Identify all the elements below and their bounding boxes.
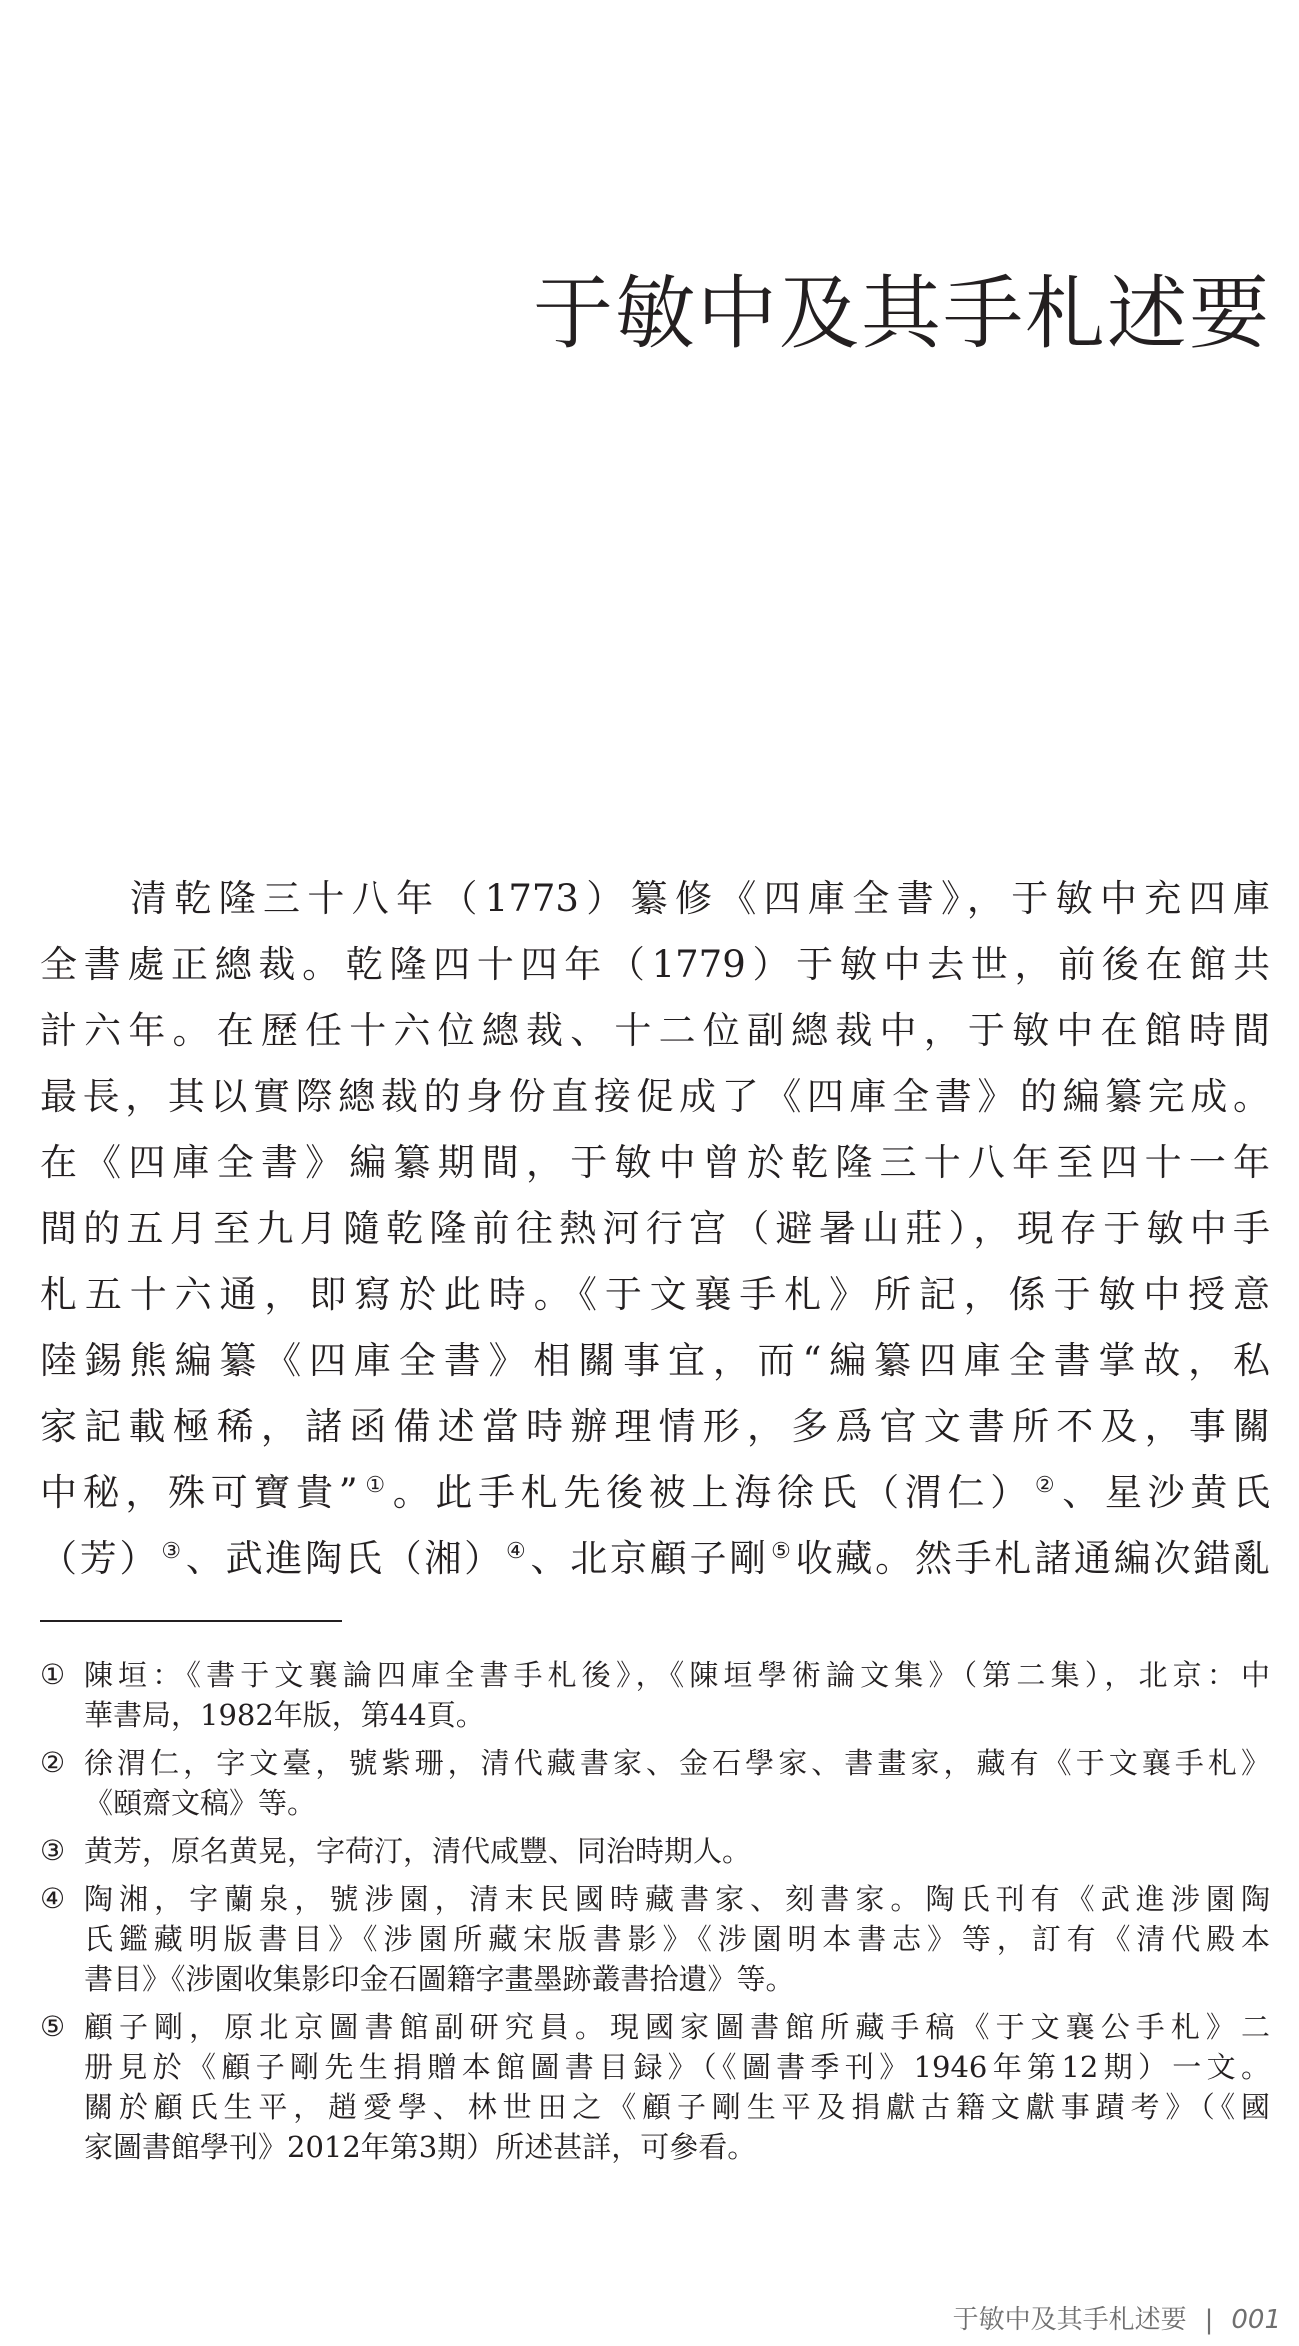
- footnote: [40, 2007, 1270, 2167]
- footnote-line: 氏鑑藏明版書目》《涉園所藏宋版書影》《涉園明本書志》等，訂有《清代殿本: [84, 1922, 1270, 1956]
- footnote-line: 華書局，1982年版，第44頁。: [84, 1698, 485, 1732]
- footnote-line: 黄芳，原名黄晃，字荷汀，清代咸豐、同治時期人。: [84, 1834, 752, 1868]
- page-title: 于敏中及其手札述要: [533, 267, 1271, 360]
- body-line: [40, 932, 1270, 998]
- body-line: [40, 1064, 1270, 1130]
- footnote-line: 顧子剛，原北京圖書館副研究員。現國家圖書館所藏手稿《于文襄公手札》二: [84, 2010, 1270, 2044]
- body-line: [40, 1196, 1270, 1262]
- footnote-marker: ②: [40, 1746, 66, 1779]
- body-text-segment: 全書處正總裁。乾隆四十四年（1779）于敏中去世，前後在館共: [40, 943, 1270, 986]
- body-text-segment: 、星沙黄氏: [1062, 1471, 1271, 1514]
- footnote-marker: ①: [40, 1658, 66, 1691]
- body-line: [40, 866, 1270, 932]
- footnote-divider: [40, 1620, 342, 1622]
- footnote-line: 《頤齋文稿》等。: [84, 1786, 317, 1820]
- page-number: 001: [1231, 2305, 1281, 2335]
- footnote-reference[interactable]: ⑤: [771, 1539, 794, 1564]
- body-line: [40, 1394, 1270, 1460]
- body-text-segment: 中秘，殊可寶貴”: [40, 1471, 358, 1514]
- body-line: [40, 1460, 1270, 1526]
- footnote-marker: ③: [40, 1834, 66, 1867]
- body-text-segment: 陸錫熊編纂《四庫全書》相關事宜，而“編纂四庫全書掌故，私: [40, 1339, 1270, 1382]
- footnote-marker: ⑤: [40, 2010, 66, 2043]
- footnote-line: 陶湘，字蘭泉，號涉園，清末民國時藏書家、刻書家。陶氏刊有《武進涉園陶: [84, 1882, 1270, 1916]
- body-text-segment: 間的五月至九月隨乾隆前往熱河行宫（避暑山莊），現存于敏中手: [40, 1207, 1270, 1250]
- footnote-line: 關於顧氏生平，趙愛學、林世田之《顧子剛生平及捐獻古籍文獻事蹟考》（《國: [84, 2090, 1270, 2124]
- body-text-segment: 收藏。然手札諸通編次錯亂: [795, 1537, 1271, 1580]
- body-line: [40, 1262, 1270, 1328]
- body-text-segment: 、北京顧子剛: [530, 1537, 770, 1580]
- footnotes: [40, 1655, 1270, 2175]
- footnote: [40, 1743, 1270, 1823]
- body-line: [40, 1526, 1270, 1592]
- body-line: [40, 1130, 1270, 1196]
- footnote: [40, 1655, 1270, 1735]
- footer-separator: |: [1204, 2305, 1214, 2335]
- footnote: [40, 1879, 1270, 1999]
- footnote-reference[interactable]: ①: [359, 1473, 391, 1498]
- body-text-segment: 。此手札先後被上海徐氏（渭仁）: [392, 1471, 1033, 1514]
- footnote-marker: ④: [40, 1882, 66, 1915]
- footnote-line: 徐渭仁，字文臺，號紫珊，清代藏書家、金石學家、書畫家，藏有《于文襄手札》: [84, 1746, 1270, 1780]
- body-text-segment: 家記載極稀，諸函備述當時辦理情形，多爲官文書所不及，事關: [40, 1405, 1270, 1448]
- running-title: 于敏中及其手札述要: [952, 2305, 1187, 2335]
- body-text-segment: 、武進陶氏（湘）: [185, 1537, 504, 1580]
- footnote-reference[interactable]: ②: [1034, 1473, 1061, 1498]
- body-text-segment: （芳）: [40, 1537, 160, 1580]
- body-text-segment: 在《四庫全書》編纂期間，于敏中曾於乾隆三十八年至四十一年: [40, 1141, 1270, 1184]
- body-text-segment: 札五十六通，即寫於此時。《于文襄手札》所記，係于敏中授意: [40, 1273, 1270, 1316]
- footnote-line: 書目》《涉園收集影印金石圖籍字畫墨跡叢書拾遺》等。: [84, 1962, 795, 1996]
- footnote: [40, 1831, 1270, 1871]
- body-text-segment: 最長，其以實際總裁的身份直接促成了《四庫全書》的編纂完成。: [40, 1075, 1270, 1118]
- footnote-line: 家圖書館學刊》2012年第3期）所述甚詳，可參看。: [84, 2130, 757, 2164]
- body-text-segment: 計六年。在歷任十六位總裁、十二位副總裁中，于敏中在館時間: [40, 1009, 1270, 1052]
- body-line: [40, 1328, 1270, 1394]
- footnote-line: 陳垣：《書于文襄論四庫全書手札後》，《陳垣學術論文集》（第二集），北京：中: [84, 1658, 1270, 1692]
- footnote-reference[interactable]: ③: [161, 1539, 184, 1564]
- footnote-reference[interactable]: ④: [505, 1539, 529, 1564]
- body-text-segment: 清乾隆三十八年（1773）纂修《四庫全書》，于敏中充四庫: [130, 877, 1270, 920]
- running-footer: [953, 2300, 1281, 2340]
- body-line: [40, 998, 1270, 1064]
- body-text: [40, 866, 1270, 1592]
- footnote-line: 册見於《顧子剛先生捐贈本館圖書目録》（《圖書季刊》1946年第12期）一文。: [84, 2050, 1270, 2084]
